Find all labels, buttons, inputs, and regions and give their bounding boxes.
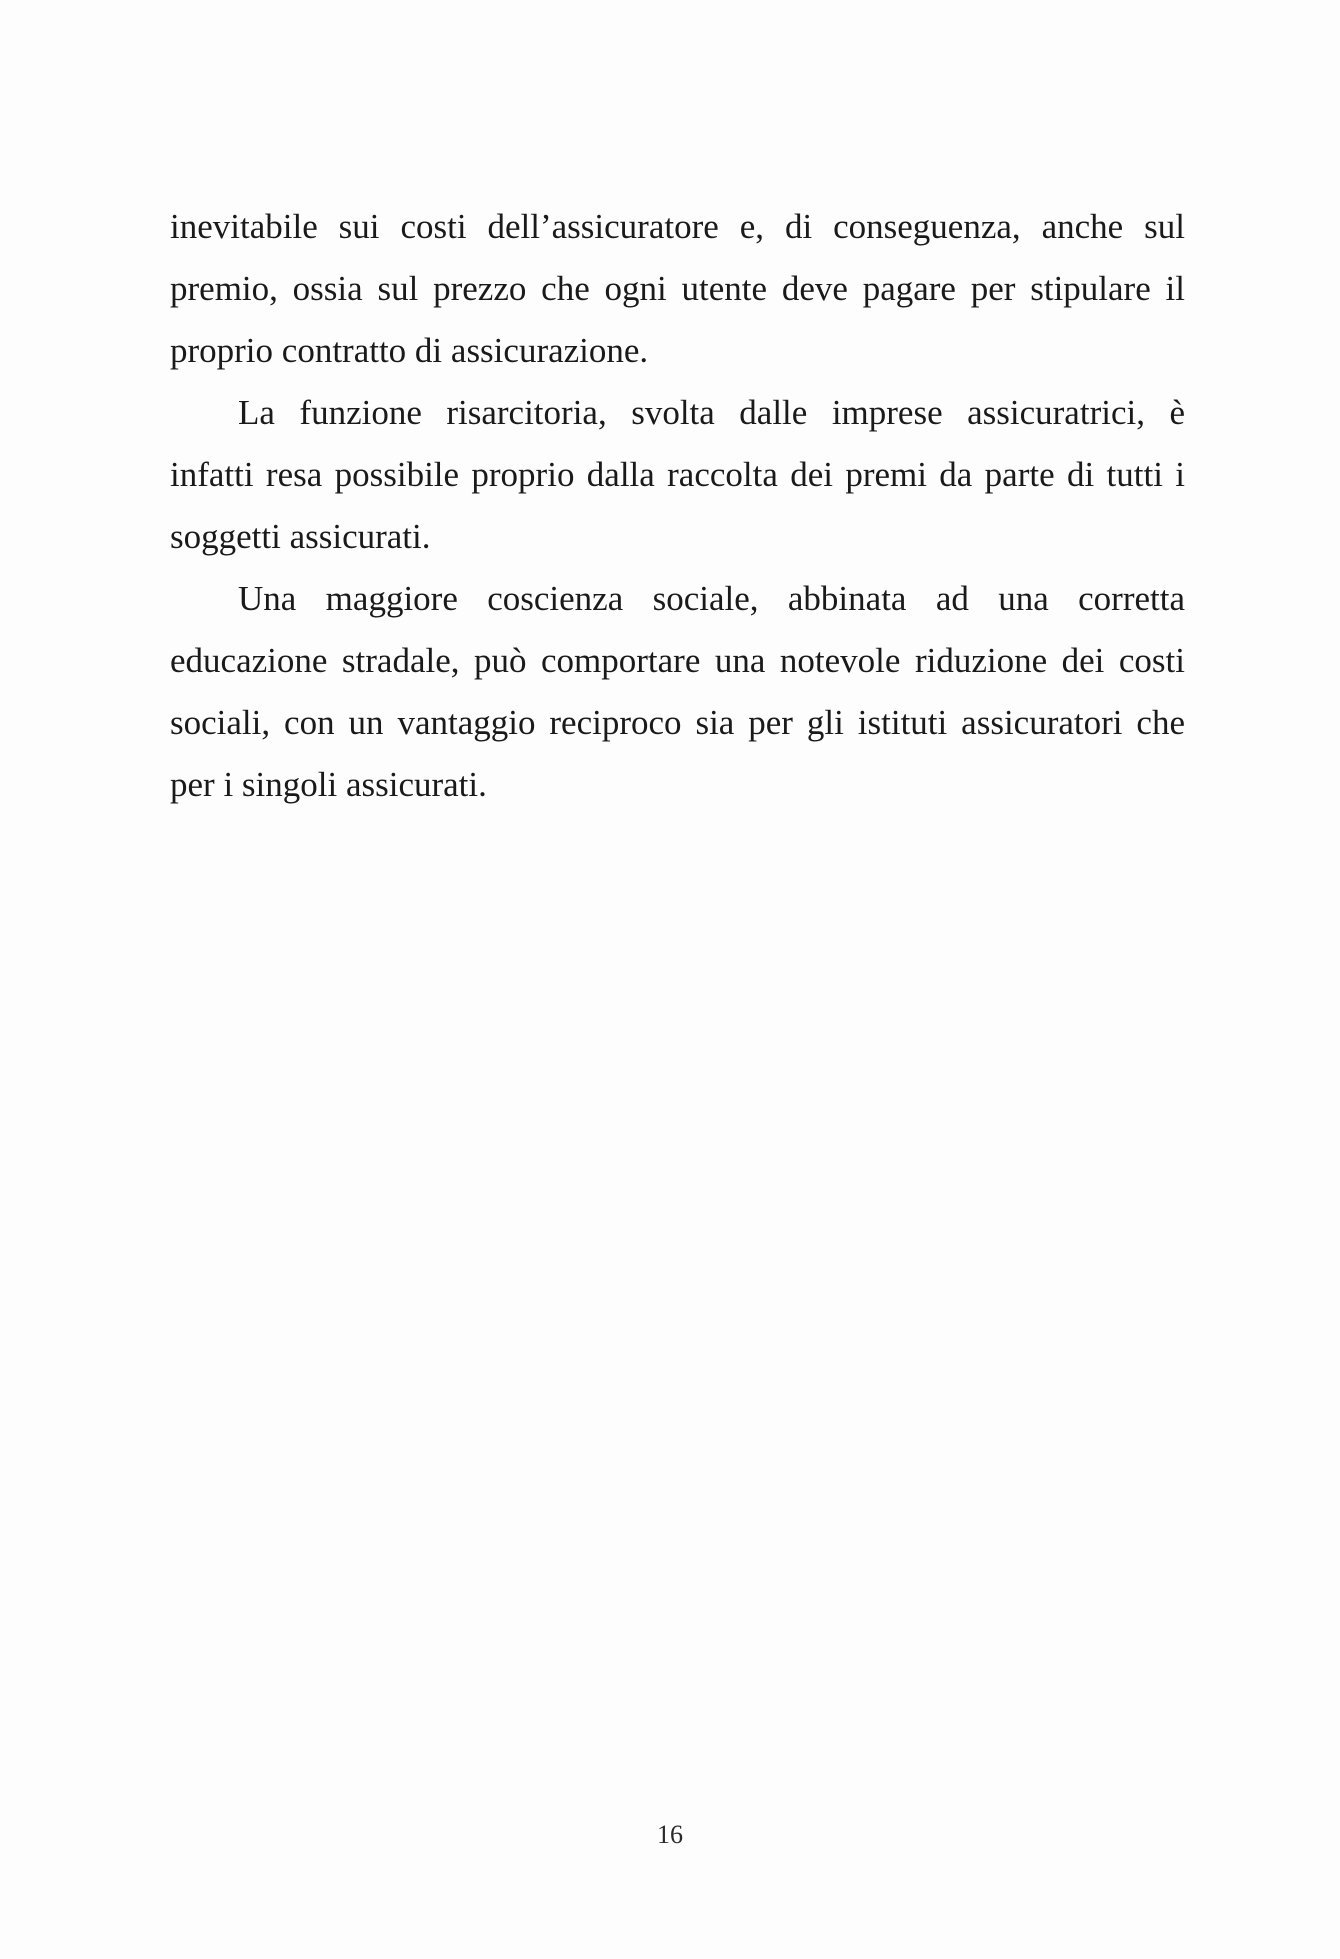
text-line: educazione stradale, può comportare una notevole riduzione dei costi xyxy=(170,641,1185,680)
paragraph-2 xyxy=(170,382,1185,568)
text-line: Una maggiore coscienza sociale, abbinata ad una corretta xyxy=(238,579,1185,618)
text-line: proprio contratto di assicurazione. xyxy=(170,331,649,370)
paragraph-3 xyxy=(170,568,1185,816)
text-line: soggetti assicurati. xyxy=(170,517,431,556)
text-line: premio, ossia sul prezzo che ogni utente deve pagare per stipulare il xyxy=(170,269,1185,308)
text-line: inevitabile sui costi dell’assicuratore e, di conseguenza, anche sul xyxy=(170,207,1185,246)
body-text xyxy=(170,196,1185,816)
text-line: La funzione risarcitoria, svolta dalle imprese assicuratrici, è xyxy=(238,393,1185,432)
page-number: 16 xyxy=(657,1820,683,1849)
text-line: per i singoli assicurati. xyxy=(170,765,487,804)
paragraph-1 xyxy=(170,196,1185,382)
text-line: infatti resa possibile proprio dalla raccolta dei premi da parte di tutti i xyxy=(170,455,1185,494)
text-line: sociali, con un vantaggio reciproco sia per gli istituti assicuratori che xyxy=(170,703,1185,742)
